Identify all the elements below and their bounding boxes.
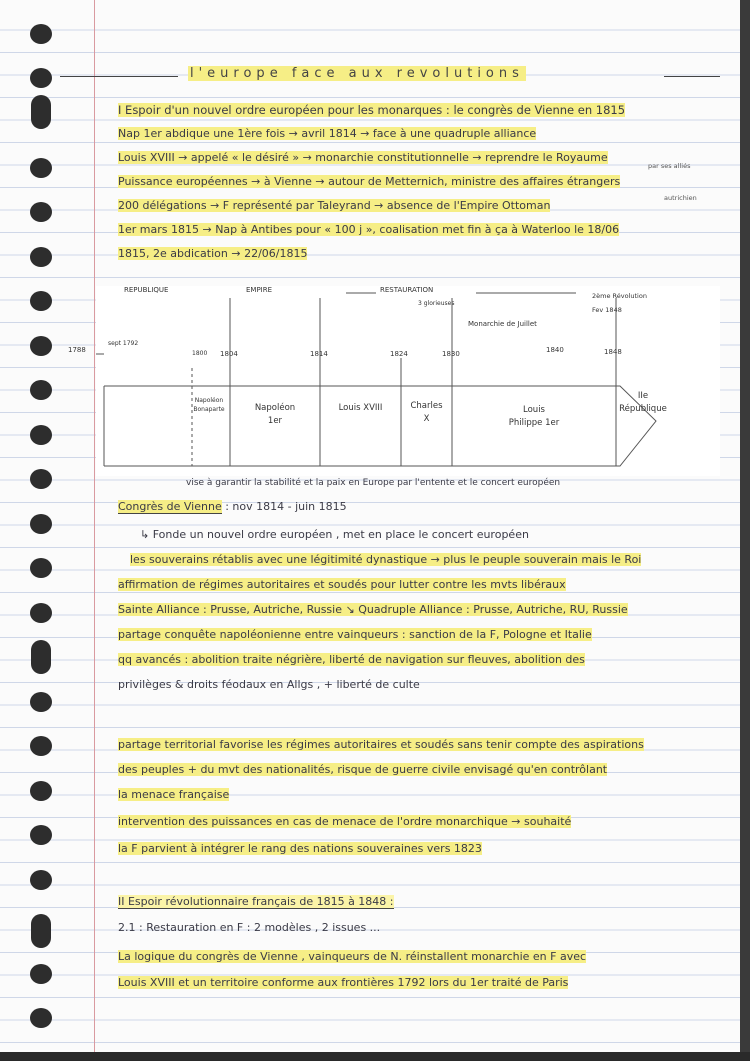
congres-line: affirmation de régimes autoritaires et soudés pour lutter contre les mvts libéraux: [118, 578, 566, 591]
binder-hole: [30, 68, 52, 88]
binder-hole: [30, 247, 52, 267]
period-restauration: RESTAURATION: [380, 286, 434, 294]
partage-line: la F parvient à intégrer le rang des nations souveraines vers 1823: [118, 842, 482, 855]
title-rule-left: [60, 76, 178, 77]
binder-hole: [30, 825, 52, 845]
note-above-royaume: par ses alliés: [648, 162, 691, 170]
section1-line: 200 délégations → F représenté par Taleyrand → absence de l'Empire Ottoman: [118, 199, 551, 212]
year-1824: 1824: [390, 350, 408, 358]
period-monarchie-juillet: Monarchie de Juillet: [468, 320, 537, 328]
binder-hole: [30, 336, 52, 356]
congres-title: Congrès de Vienne: [118, 500, 222, 513]
binder-hole: [31, 914, 51, 948]
period-empire: EMPIRE: [246, 286, 273, 294]
section1-line: 1815, 2e abdication → 22/06/1815: [118, 247, 308, 260]
section1-line: Nap 1er abdique une 1ère fois → avril 1814 → face à une quadruple alliance: [118, 127, 537, 140]
year-1840: 1840: [546, 346, 564, 354]
section1-line: 1er mars 1815 → Nap à Antibes pour « 100 j », coalisation met fin à ça à Waterloo le 18/06: [118, 223, 620, 236]
binder-hole: [30, 202, 52, 222]
section1-heading: I Espoir d'un nouvel ordre européen pour les monarques : le congrès de Vienne en 1815: [118, 103, 626, 117]
binder-hole: [30, 24, 52, 44]
congres-line: privilèges & droits féodaux en Allgs , + liberté de culte: [118, 678, 420, 691]
cell-louis-philippe: Louis Philippe 1er: [508, 405, 560, 428]
year-1848: 1848: [604, 348, 622, 356]
section2-line: La logique du congrès de Vienne , vainqueurs de N. réinstallent monarchie en F avec: [118, 950, 587, 963]
title-row: [60, 66, 720, 86]
congres-line: les souverains rétablis avec une légitimité dynastique → plus le peuple souverain mais le Roi: [130, 553, 642, 566]
title-rule-right: [664, 76, 720, 77]
timeline-frame: [96, 286, 720, 476]
binder-hole: [30, 964, 52, 984]
page-title: l'europe face aux revolutions: [190, 66, 524, 81]
binder-hole: [30, 291, 52, 311]
binder-hole: [30, 692, 52, 712]
year-1804: 1804: [220, 350, 238, 358]
period-fev-1848: Fev 1848: [592, 306, 622, 314]
partage-line: intervention des puissances en cas de menace de l'ordre monarchique → souhaité: [118, 815, 572, 828]
section1-line: Louis XVIII → appelé « le désiré » → monarchie constitutionnelle → reprendre le Royaume: [118, 151, 608, 164]
section1-line: Puissance européennes → à Vienne → autour de Metternich, ministre des affaires étrangers: [118, 175, 621, 188]
year-1788: 1788: [68, 346, 86, 354]
cell-2e-republique: IIe République: [619, 391, 667, 414]
congres-aim: vise à garantir la stabilité et la paix en Europe par l'entente et le concert européen: [186, 478, 561, 488]
partage-line: la menace française: [118, 788, 230, 801]
cell-louis-xviii: Louis XVIII: [338, 403, 383, 413]
year-1830: 1830: [442, 350, 460, 358]
congres-line: partage conquête napoléonienne entre vainqueurs : sanction de la F, Pologne et Italie: [118, 628, 592, 641]
congres-title-line: [118, 500, 347, 514]
timeline: [68, 286, 720, 476]
binder-hole: [31, 95, 51, 129]
year-sept-1792: sept 1792: [108, 340, 139, 347]
bottom-edge: [0, 1052, 750, 1061]
period-2eme-revolution: 2ème Révolution: [592, 292, 647, 300]
congres-line: Sainte Alliance : Prusse, Autriche, Russie ↘ Quadruple Alliance : Prusse, Autriche, RU, Russie: [118, 603, 628, 616]
congres-line: qq avancés : abolition traite négrière, liberté de navigation sur fleuves, abolition des: [118, 653, 585, 666]
section2-heading: II Espoir révolutionnaire français de 1815 à 1848 :: [118, 895, 394, 908]
binder-hole: [30, 870, 52, 890]
partage-line: des peuples + du mvt des nationalités, risque de guerre civile envisagé qu'en contrôlant: [118, 763, 608, 776]
margin-line: [94, 0, 95, 1052]
cell-napoleon-1er: Napoléon 1er: [254, 403, 296, 426]
section2-line: Louis XVIII et un territoire conforme aux frontières 1792 lors du 1er traité de Paris: [118, 976, 569, 989]
binder-hole: [31, 640, 51, 674]
year-1814: 1814: [310, 350, 328, 358]
binder-hole: [30, 781, 52, 801]
congres-dates: : nov 1814 - juin 1815: [225, 500, 347, 513]
binder-hole: [30, 558, 52, 578]
cell-napoleon-bonaparte: Napoléon Bonaparte: [193, 397, 225, 413]
year-1800: 1800: [192, 350, 208, 357]
note-below-etrangers: autrichien: [664, 194, 697, 202]
cell-charles-x: Charles X: [410, 401, 443, 424]
period-3-glorieuses: 3 glorieuses: [418, 300, 455, 307]
binder-hole: [30, 469, 52, 489]
binder-hole: [30, 736, 52, 756]
binder-hole: [30, 1008, 52, 1028]
binder-hole: [30, 603, 52, 623]
partage-line: partage territorial favorise les régimes autoritaires et soudés sans tenir compte des aspirations: [118, 738, 644, 751]
period-republique: REPUBLIQUE: [124, 286, 169, 294]
binder-hole: [30, 380, 52, 400]
binder-hole: [30, 425, 52, 445]
section2-sub: 2.1 : Restauration en F : 2 modèles , 2 issues ...: [118, 921, 381, 934]
binder-hole: [30, 158, 52, 178]
binder-hole: [30, 514, 52, 534]
congres-line: ↳ Fonde un nouvel ordre européen , met en place le concert européen: [140, 528, 529, 541]
